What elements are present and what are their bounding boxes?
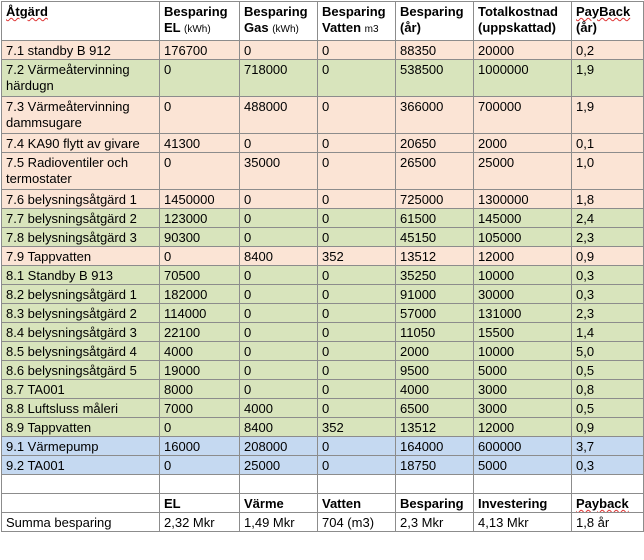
summary-kostnad: 4,13 Mkr <box>474 513 572 532</box>
cell-vatten: 352 <box>318 247 396 266</box>
savings-table <box>1 1 644 532</box>
row-name: 8.8 Luftsluss måleri <box>2 399 160 418</box>
table-row <box>2 60 644 97</box>
row-name: 7.2 Värmeåtervinning härdugn <box>2 60 160 97</box>
cell-el: 1450000 <box>160 190 240 209</box>
cell-ar: 13512 <box>396 247 474 266</box>
cell-ar: 26500 <box>396 153 474 190</box>
cell-ar: 61500 <box>396 209 474 228</box>
cell-payback: 0,3 <box>572 266 644 285</box>
cell-payback: 1,0 <box>572 153 644 190</box>
cell-vatten: 0 <box>318 437 396 456</box>
cell-el: 4000 <box>160 342 240 361</box>
cell-ar: 366000 <box>396 97 474 134</box>
cell-kostnad: 3000 <box>474 380 572 399</box>
cell-kostnad: 20000 <box>474 41 572 60</box>
cell-ar: 57000 <box>396 304 474 323</box>
summary-header-row <box>2 494 644 513</box>
table-row <box>2 361 644 380</box>
cell-kostnad: 25000 <box>474 153 572 190</box>
cell-el: 8000 <box>160 380 240 399</box>
summary-header-gas: Värme <box>240 494 318 513</box>
header-vatten: Besparing Vatten m3 <box>318 2 396 41</box>
header-el: Besparing EL (kWh) <box>160 2 240 41</box>
cell-ar: 9500 <box>396 361 474 380</box>
cell-vatten: 0 <box>318 380 396 399</box>
cell-el: 0 <box>160 456 240 475</box>
summary-label: Summa besparing <box>2 513 160 532</box>
cell-payback: 2,3 <box>572 228 644 247</box>
cell-kostnad: 10000 <box>474 342 572 361</box>
summary-row <box>2 513 644 532</box>
cell-el: 90300 <box>160 228 240 247</box>
table-row <box>2 456 644 475</box>
cell-ar: 18750 <box>396 456 474 475</box>
cell-vatten: 0 <box>318 41 396 60</box>
cell-vatten: 0 <box>318 190 396 209</box>
cell-payback: 0,5 <box>572 361 644 380</box>
cell-kostnad: 105000 <box>474 228 572 247</box>
cell-payback: 3,7 <box>572 437 644 456</box>
cell-vatten: 0 <box>318 134 396 153</box>
cell-vatten: 0 <box>318 153 396 190</box>
cell-gas: 208000 <box>240 437 318 456</box>
cell-ar: 4000 <box>396 380 474 399</box>
row-name: 7.9 Tappvatten <box>2 247 160 266</box>
table-row <box>2 209 644 228</box>
cell-gas: 718000 <box>240 60 318 97</box>
row-name: 8.5 belysningsåtgärd 4 <box>2 342 160 361</box>
cell-payback: 0,2 <box>572 41 644 60</box>
cell-ar: 538500 <box>396 60 474 97</box>
cell-kostnad: 15500 <box>474 323 572 342</box>
cell-el: 7000 <box>160 399 240 418</box>
cell-el: 0 <box>160 153 240 190</box>
cell-vatten: 0 <box>318 60 396 97</box>
cell-el: 182000 <box>160 285 240 304</box>
cell-kostnad: 12000 <box>474 418 572 437</box>
cell-ar: 725000 <box>396 190 474 209</box>
cell-ar: 91000 <box>396 285 474 304</box>
table-row <box>2 190 644 209</box>
summary-vatten: 704 (m3) <box>318 513 396 532</box>
cell-ar: 45150 <box>396 228 474 247</box>
cell-gas: 0 <box>240 266 318 285</box>
cell-gas: 0 <box>240 228 318 247</box>
table-row <box>2 437 644 456</box>
summary-gas: 1,49 Mkr <box>240 513 318 532</box>
cell-el: 0 <box>160 60 240 97</box>
summary-header-el: EL <box>160 494 240 513</box>
cell-vatten: 0 <box>318 399 396 418</box>
cell-gas: 488000 <box>240 97 318 134</box>
cell-el: 0 <box>160 97 240 134</box>
cell-ar: 20650 <box>396 134 474 153</box>
cell-vatten: 0 <box>318 323 396 342</box>
cell-el: 16000 <box>160 437 240 456</box>
cell-gas: 8400 <box>240 247 318 266</box>
table-row <box>2 342 644 361</box>
table-row <box>2 228 644 247</box>
cell-vatten: 0 <box>318 456 396 475</box>
cell-gas: 0 <box>240 134 318 153</box>
cell-el: 114000 <box>160 304 240 323</box>
cell-payback: 0,3 <box>572 285 644 304</box>
cell-ar: 11050 <box>396 323 474 342</box>
cell-payback: 2,4 <box>572 209 644 228</box>
summary-header-payback: Payback <box>572 494 644 513</box>
cell-payback: 1,4 <box>572 323 644 342</box>
cell-payback: 1,9 <box>572 97 644 134</box>
cell-el: 176700 <box>160 41 240 60</box>
header-atgard: Åtgärd <box>2 2 160 41</box>
row-name: 8.3 belysningsåtgärd 2 <box>2 304 160 323</box>
table-body <box>2 41 644 475</box>
cell-el: 0 <box>160 247 240 266</box>
cell-payback: 1,9 <box>572 60 644 97</box>
cell-payback: 0,8 <box>572 380 644 399</box>
cell-kostnad: 12000 <box>474 247 572 266</box>
cell-el: 0 <box>160 418 240 437</box>
row-name: 7.6 belysningsåtgärd 1 <box>2 190 160 209</box>
table-row <box>2 97 644 134</box>
row-name: 8.1 Standby B 913 <box>2 266 160 285</box>
row-name: 7.7 belysningsåtgärd 2 <box>2 209 160 228</box>
header-kostnad: Totalkostnad (uppskattad) <box>474 2 572 41</box>
cell-ar: 2000 <box>396 342 474 361</box>
cell-vatten: 0 <box>318 285 396 304</box>
row-name: 9.1 Värmepump <box>2 437 160 456</box>
cell-kostnad: 3000 <box>474 399 572 418</box>
row-name: 7.3 Värmeåtervinning dammsugare <box>2 97 160 134</box>
row-name: 7.5 Radioventiler och termostater <box>2 153 160 190</box>
summary-header-ar: Besparing <box>396 494 474 513</box>
row-name: 7.8 belysningsåtgärd 3 <box>2 228 160 247</box>
cell-gas: 25000 <box>240 456 318 475</box>
cell-gas: 0 <box>240 209 318 228</box>
cell-vatten: 0 <box>318 209 396 228</box>
cell-kostnad: 1000000 <box>474 60 572 97</box>
summary-el: 2,32 Mkr <box>160 513 240 532</box>
cell-payback: 1,8 <box>572 190 644 209</box>
cell-ar: 13512 <box>396 418 474 437</box>
cell-kostnad: 145000 <box>474 209 572 228</box>
row-name: 8.7 TA001 <box>2 380 160 399</box>
cell-kostnad: 10000 <box>474 266 572 285</box>
row-name: 9.2 TA001 <box>2 456 160 475</box>
cell-payback: 5,0 <box>572 342 644 361</box>
cell-el: 19000 <box>160 361 240 380</box>
table-row <box>2 153 644 190</box>
cell-ar: 164000 <box>396 437 474 456</box>
cell-kostnad: 2000 <box>474 134 572 153</box>
cell-vatten: 0 <box>318 304 396 323</box>
cell-vatten: 0 <box>318 361 396 380</box>
cell-gas: 4000 <box>240 399 318 418</box>
row-name: 8.4 belysningsåtgärd 3 <box>2 323 160 342</box>
cell-vatten: 352 <box>318 418 396 437</box>
row-name: 8.2 belysningsåtgärd 1 <box>2 285 160 304</box>
cell-gas: 8400 <box>240 418 318 437</box>
cell-vatten: 0 <box>318 266 396 285</box>
cell-gas: 0 <box>240 41 318 60</box>
spacer-row <box>2 475 644 494</box>
table-row <box>2 285 644 304</box>
cell-el: 123000 <box>160 209 240 228</box>
cell-payback: 0,9 <box>572 418 644 437</box>
header-gas: Besparing Gas (kWh) <box>240 2 318 41</box>
cell-kostnad: 700000 <box>474 97 572 134</box>
cell-gas: 0 <box>240 285 318 304</box>
cell-vatten: 0 <box>318 228 396 247</box>
row-name: 7.4 KA90 flytt av givare <box>2 134 160 153</box>
cell-el: 41300 <box>160 134 240 153</box>
cell-gas: 0 <box>240 342 318 361</box>
cell-payback: 0,5 <box>572 399 644 418</box>
table-row <box>2 247 644 266</box>
table-row <box>2 418 644 437</box>
summary-ar: 2,3 Mkr <box>396 513 474 532</box>
cell-payback: 0,9 <box>572 247 644 266</box>
cell-kostnad: 5000 <box>474 361 572 380</box>
summary-payback: 1,8 år <box>572 513 644 532</box>
table-row <box>2 41 644 60</box>
table-row <box>2 380 644 399</box>
table-row <box>2 134 644 153</box>
row-name: 8.9 Tappvatten <box>2 418 160 437</box>
cell-el: 70500 <box>160 266 240 285</box>
cell-gas: 0 <box>240 361 318 380</box>
cell-payback: 2,3 <box>572 304 644 323</box>
summary-header-kostnad: Investering <box>474 494 572 513</box>
cell-gas: 35000 <box>240 153 318 190</box>
cell-ar: 88350 <box>396 41 474 60</box>
cell-gas: 0 <box>240 304 318 323</box>
cell-vatten: 0 <box>318 97 396 134</box>
header-ar: Besparing (år) <box>396 2 474 41</box>
table-row <box>2 323 644 342</box>
table-row <box>2 304 644 323</box>
table-row <box>2 266 644 285</box>
cell-kostnad: 30000 <box>474 285 572 304</box>
cell-vatten: 0 <box>318 342 396 361</box>
row-name: 8.6 belysningsåtgärd 5 <box>2 361 160 380</box>
cell-kostnad: 131000 <box>474 304 572 323</box>
cell-el: 22100 <box>160 323 240 342</box>
cell-gas: 0 <box>240 380 318 399</box>
cell-kostnad: 5000 <box>474 456 572 475</box>
cell-gas: 0 <box>240 190 318 209</box>
cell-ar: 6500 <box>396 399 474 418</box>
header-payback: PayBack (år) <box>572 2 644 41</box>
header-row <box>2 2 644 41</box>
table-row <box>2 399 644 418</box>
cell-kostnad: 1300000 <box>474 190 572 209</box>
row-name: 7.1 standby B 912 <box>2 41 160 60</box>
cell-gas: 0 <box>240 323 318 342</box>
cell-payback: 0,3 <box>572 456 644 475</box>
summary-header-vatten: Vatten <box>318 494 396 513</box>
cell-ar: 35250 <box>396 266 474 285</box>
cell-payback: 0,1 <box>572 134 644 153</box>
cell-kostnad: 600000 <box>474 437 572 456</box>
